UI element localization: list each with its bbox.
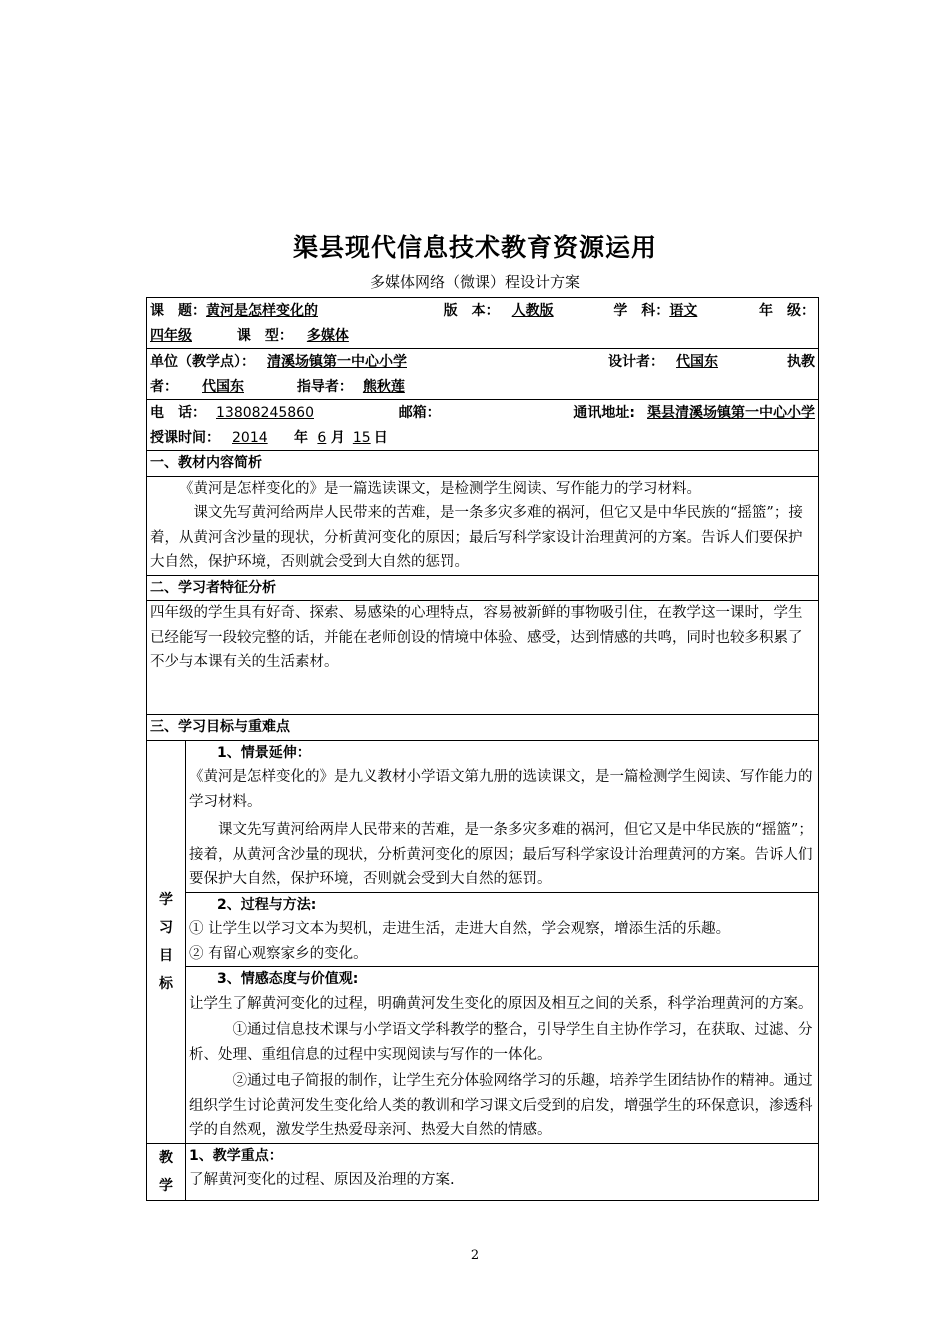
teacher-label-b: 者：: [150, 378, 178, 395]
goal-2-title: 2、过程与方法:: [217, 896, 317, 913]
goal-side-char-4: 标: [159, 975, 173, 992]
mentor-label: 指导者：: [296, 378, 353, 395]
section-1-paragraph-2: 课文先写黄河给两岸人民带来的苦难，是一条多灾多难的祸河，但它又是中华民族的“摇篮”；接着，从黄河含沙量的现状，分析黄河变化的原因；最后写科学家设计治理黄河的方案。告诉人们要保护大自然，保护环境，否则就会受到大自然的惩罚。: [150, 505, 803, 570]
phone-label: 电 话：: [150, 405, 206, 421]
edition-value: 人教版: [511, 303, 554, 319]
teach-1-title: 1、教学重点：: [189, 1147, 283, 1164]
mentor-value: 熊秋莲: [362, 378, 405, 395]
goal-1-paragraph-2: 课文先写黄河给两岸人民带来的苦难，是一条多灾多难的祸河，但它又是中华民族的“摇篮”；接着，从黄河含沙量的现状，分析黄河变化的原因；最后写科学家设计治理黄河的方案。告诉人们要保护大自然，保护环境，否则就会受到大自然的惩罚。: [189, 822, 813, 887]
address-label: 通讯地址:: [573, 405, 635, 421]
teacher-label-a: 执教: [787, 354, 815, 370]
time-label: 授课时间：: [150, 429, 220, 446]
teach-1-paragraph-1: 了解黄河变化的过程、原因及治理的方案.: [189, 1172, 455, 1188]
unit-label: 单位（教学点）：: [150, 354, 255, 370]
info-row-contact: [147, 400, 819, 451]
goal-side-char-2: 习: [159, 919, 173, 936]
goal-side-char-3: 目: [159, 947, 173, 964]
teach-side-label: [147, 1143, 186, 1200]
section-2-header: [147, 575, 819, 601]
grade-label: 年 级：: [758, 303, 815, 319]
topic-label: 课 题：: [150, 303, 206, 319]
design-table: [146, 297, 819, 1201]
subject-value: 语文: [669, 303, 698, 319]
section-1-header: [147, 451, 819, 477]
document-subtitle: 多媒体网络（微课）程设计方案: [369, 273, 580, 291]
teach-side-char-2: 学: [159, 1177, 173, 1194]
goal-3-paragraph-3: ②通过电子简报的制作，让学生充分体验网络学习的乐趣，培养学生团结协作的精神。通过组织学生讨论黄河发生变化给人类的教训和学习课文后受到的启发，增强学生的环保意识，渗透科学的自然观，激发学生热爱母亲河、热爱大自然的情感。: [189, 1073, 813, 1138]
goal-row-3: [147, 967, 819, 1144]
address-value: 渠县清溪场镇第一中心小学: [646, 405, 815, 421]
year-value: 2014: [232, 429, 268, 446]
goal-3-paragraph-2: ①通过信息技术课与小学语文学科教学的整合，引导学生自主协作学习，在获取、过滤、分析、处理、重组信息的过程中实现阅读与写作的一体化。: [189, 1022, 813, 1063]
teacher-value: 代国东: [202, 378, 244, 395]
subject-label: 学 科：: [613, 303, 670, 319]
goal-3-title: 3、情感态度与价值观:: [217, 971, 359, 987]
page-number: 2: [470, 1248, 480, 1263]
edition-label: 版 本：: [443, 303, 500, 319]
year-unit: 年: [294, 429, 308, 446]
info-row-unit: [147, 349, 819, 400]
section-3-title: 三、学习目标与重难点: [147, 715, 819, 741]
month-value: 6: [317, 429, 327, 446]
goal-2-paragraph-2: ② 有留心观察家乡的变化。: [189, 945, 368, 962]
goal-3-paragraph-1: 让学生了解黄河变化的过程，明确黄河发生变化的原因及相互之间的关系，科学治理黄河的方案。: [189, 995, 813, 1012]
section-1-title: 一、教材内容简析: [147, 451, 819, 477]
email-label: 邮箱：: [398, 405, 441, 421]
day-value: 15: [352, 429, 371, 446]
section-2-paragraph-1: 四年级的学生具有好奇、探索、易感染的心理特点，容易被新鲜的事物吸引住，在教学这一课时，学生已经能写一段较完整的话，并能在老师创设的情境中体验、感受，达到情感的共鸣，同时也较多积累了不少与本课有关的生活素材。: [150, 605, 803, 670]
phone-value: 13808245860: [216, 405, 314, 421]
section-1-paragraph-1: 《黄河是怎样变化的》是一篇选读课文，是检测学生阅读、写作能力的学习材料。: [179, 480, 701, 497]
day-unit: 日: [373, 429, 388, 446]
goal-1-paragraph-1: 《黄河是怎样变化的》是九义教材小学语文第九册的选读课文，是一篇检测学生阅读、写作能力的学习材料。: [189, 769, 813, 810]
teach-side-char-1: 教: [159, 1149, 173, 1166]
goal-row-2: [147, 892, 819, 967]
document-title: 渠县现代信息技术教育资源运用: [292, 233, 657, 262]
goal-row-1: [147, 740, 819, 892]
section-3-header: [147, 715, 819, 741]
topic-value: 黄河是怎样变化的: [206, 303, 318, 319]
type-value: 多媒体: [306, 327, 349, 344]
goal-side-label: [147, 740, 186, 1143]
designer-label: 设计者：: [608, 354, 664, 370]
teach-row-1: [147, 1143, 819, 1200]
grade-value: 四年级: [150, 327, 192, 344]
info-row-topic: [147, 298, 819, 349]
goal-side-char-1: 学: [159, 891, 173, 908]
goal-1-title: 1、情景延伸：: [217, 744, 311, 761]
section-2-body: [147, 601, 819, 715]
section-1-body: [147, 476, 819, 575]
month-unit: 月: [330, 429, 345, 446]
goal-2-paragraph-1: ① 让学生以学习文本为契机，走进生活，走进大自然，学会观察，增添生活的乐趣。: [189, 921, 731, 937]
section-2-title: 二、学习者特征分析: [147, 575, 819, 601]
unit-value: 清溪场镇第一中心小学: [267, 354, 407, 370]
designer-value: 代国东: [676, 354, 718, 370]
type-label: 课 型：: [236, 327, 293, 344]
